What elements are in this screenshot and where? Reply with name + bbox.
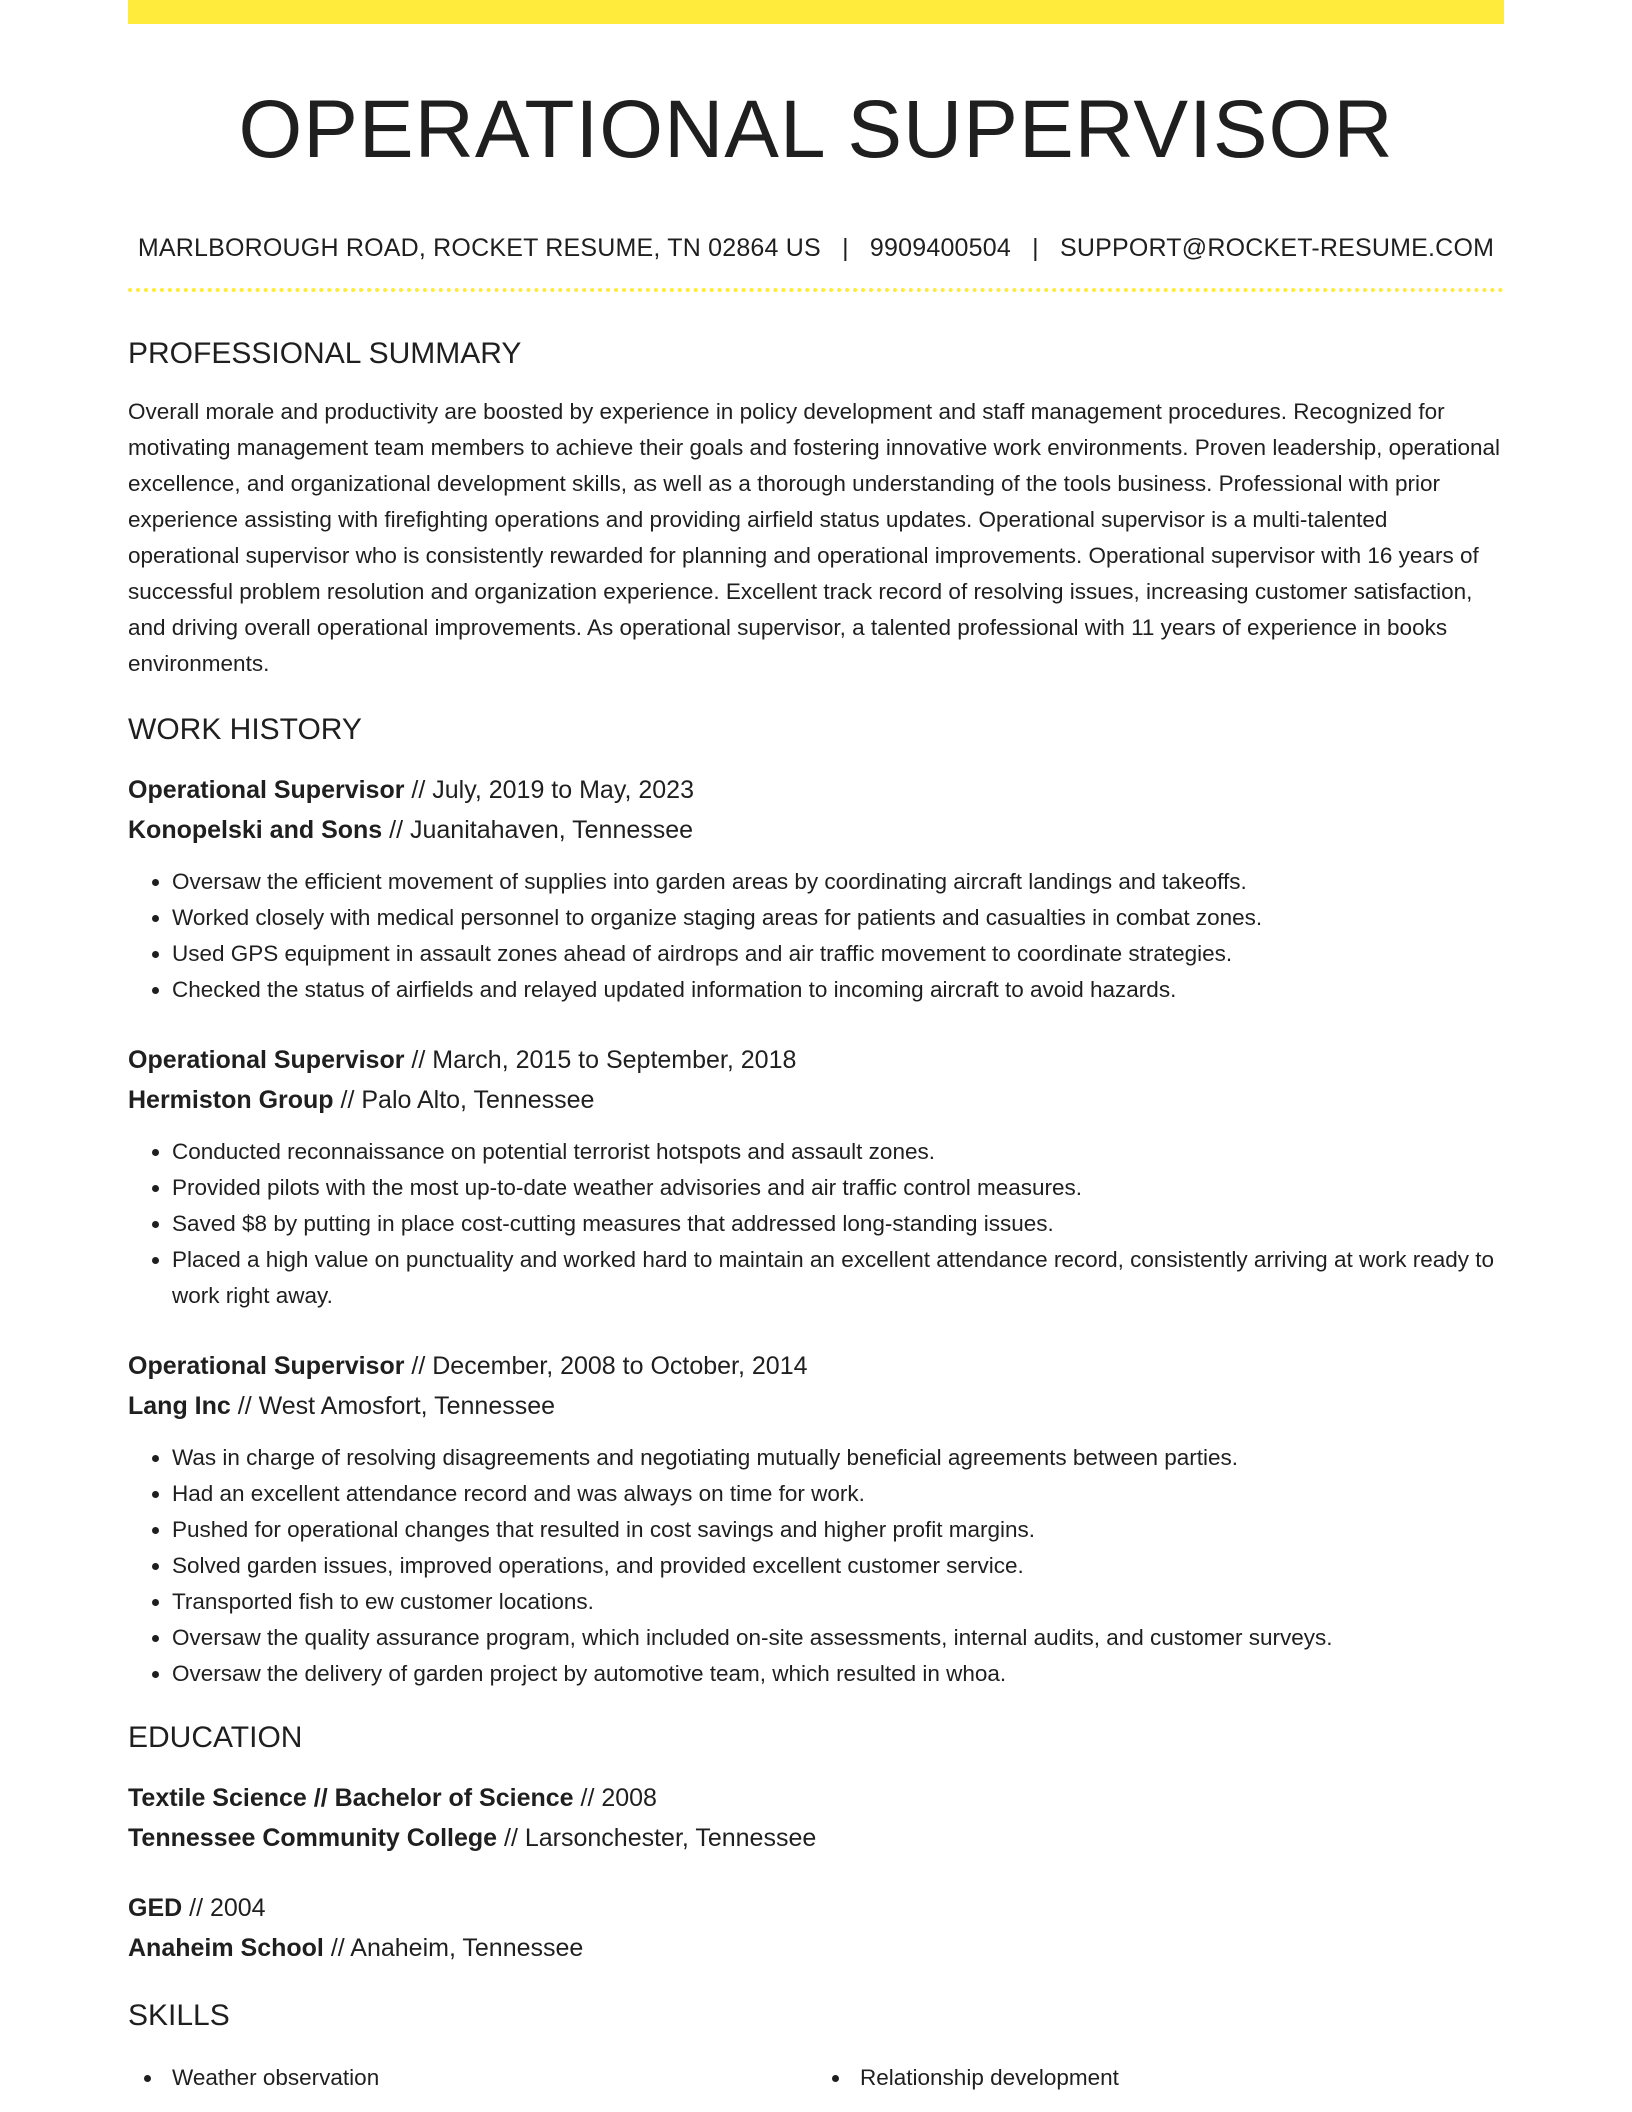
job-company-line (128, 810, 1504, 850)
education-school: Anaheim School (128, 1934, 324, 1962)
job-dates: // March, 2015 to September, 2018 (404, 1046, 797, 1074)
job-bullet: • Placed a high value on punctuality and worked hard to maintain an excellent attendance record, consistently arriving at work ready to work right away. (172, 1242, 1504, 1314)
dotted-divider (128, 288, 1504, 292)
job-company-line (128, 1080, 1504, 1120)
education-degree-line (128, 1888, 1504, 1928)
education-school-line (128, 1818, 1504, 1858)
job-bullet: • Saved $8 by putting in place cost-cutting measures that addressed long-standing issues. (172, 1206, 1504, 1242)
job-dates: // July, 2019 to May, 2023 (404, 776, 694, 804)
summary-text: Overall morale and productivity are boosted by experience in policy development and staff management procedures. Recognized for motivating management team members to achieve their goals and fostering innovative work environments. Proven leadership, operational excellence, and organizational development skills, as well as a thorough understanding of the tools business. Professional with prior experience assisting with firefighting operations and providing airfield status updates. Operational supervisor is a multi-talented operational supervisor who is consistently rewarded for planning and operational improvements. Operational supervisor with 16 years of successful problem resolution and organization experience. Excellent track record of resolving issues, increasing customer satisfaction, and driving overall operational improvements. As operational supervisor, a talented professional with 11 years of experience in books environments. (128, 399, 1500, 676)
job-bullet: • Solved garden issues, improved operations, and provided excellent customer service. (172, 1548, 1504, 1584)
summary-heading: PROFESSIONAL SUMMARY (128, 337, 522, 370)
education-entry (128, 1778, 1504, 1858)
contact-line (128, 232, 1504, 264)
job-bullets (128, 1134, 1504, 1314)
job-bullets (128, 864, 1504, 1008)
contact-email: SUPPORT@ROCKET-RESUME.COM (1059, 234, 1495, 262)
job-entry (128, 770, 1504, 1008)
job-bullet: • Provided pilots with the most up-to-date weather advisories and air traffic control measures. (172, 1170, 1504, 1206)
contact-separator: | (1032, 234, 1039, 262)
education-school-line (128, 1928, 1504, 1968)
job-bullet: • Transported fish to ew customer locations. (172, 1584, 1504, 1620)
resume-content (128, 0, 1504, 2096)
job-bullets (128, 1440, 1504, 1692)
education-degree-line (128, 1778, 1504, 1818)
contact-address: MARLBOROUGH ROAD, ROCKET RESUME, TN 02864 US (137, 234, 821, 262)
education-degree: Textile Science // Bachelor of Science (128, 1784, 574, 1812)
job-entry (128, 1040, 1504, 1314)
job-role: Operational Supervisor (128, 776, 405, 804)
job-bullet: • Oversaw the quality assurance program, which included on-site assessments, internal audits, and customer surveys. (172, 1620, 1504, 1656)
job-bullet: • Pushed for operational changes that resulted in cost savings and higher profit margins. (172, 1512, 1504, 1548)
contact-phone: 9909400504 (869, 234, 1011, 262)
job-dates: // December, 2008 to October, 2014 (404, 1352, 808, 1380)
job-bullet: • Oversaw the delivery of garden project by automotive team, which resulted in whoa. (172, 1656, 1504, 1692)
education-location: // Larsonchester, Tennessee (497, 1824, 817, 1852)
job-company: Lang Inc (128, 1392, 231, 1420)
education-degree: GED (128, 1894, 183, 1922)
job-location: // West Amosfort, Tennessee (230, 1392, 556, 1420)
job-bullet: • Checked the status of airfields and relayed updated information to incoming aircraft to avoid hazards. (172, 972, 1504, 1008)
work-history-heading: WORK HISTORY (128, 713, 362, 746)
job-bullet: • Conducted reconnaissance on potential terrorist hotspots and assault zones. (172, 1134, 1504, 1170)
job-bullet: • Had an excellent attendance record and was always on time for work. (172, 1476, 1504, 1512)
job-role: Operational Supervisor (128, 1352, 405, 1380)
job-title-line (128, 1346, 1504, 1386)
education-year: // 2008 (573, 1784, 657, 1812)
education-entry (128, 1888, 1504, 1968)
job-title-line (128, 1040, 1504, 1080)
skill-item: Relationship development (816, 2060, 1504, 2096)
education-year: // 2004 (182, 1894, 266, 1922)
job-role: Operational Supervisor (128, 1046, 405, 1074)
contact-separator: | (842, 234, 849, 262)
job-location: // Juanitahaven, Tennessee (382, 816, 694, 844)
job-location: // Palo Alto, Tennessee (333, 1086, 595, 1114)
job-bullet: • Worked closely with medical personnel to organize staging areas for patients and casualties in combat zones. (172, 900, 1504, 936)
skill-item: Weather observation (128, 2060, 816, 2096)
education-school: Tennessee Community College (128, 1824, 498, 1852)
job-bullet: • Was in charge of resolving disagreements and negotiating mutually beneficial agreements between parties. (172, 1440, 1504, 1476)
job-bullet: • Used GPS equipment in assault zones ahead of airdrops and air traffic movement to coordinate strategies. (172, 936, 1504, 972)
job-entry (128, 1346, 1504, 1692)
job-company: Hermiston Group (128, 1086, 334, 1114)
job-bullet: • Oversaw the efficient movement of supplies into garden areas by coordinating aircraft landings and takeoffs. (172, 864, 1504, 900)
resume-name: OPERATIONAL SUPERVISOR (238, 84, 1394, 175)
skills-heading: SKILLS (128, 1999, 230, 2032)
job-title-line (128, 770, 1504, 810)
education-heading: EDUCATION (128, 1721, 303, 1754)
skills-list (128, 2060, 1504, 2096)
job-company: Konopelski and Sons (128, 816, 383, 844)
job-company-line (128, 1386, 1504, 1426)
education-location: // Anaheim, Tennessee (323, 1934, 584, 1962)
